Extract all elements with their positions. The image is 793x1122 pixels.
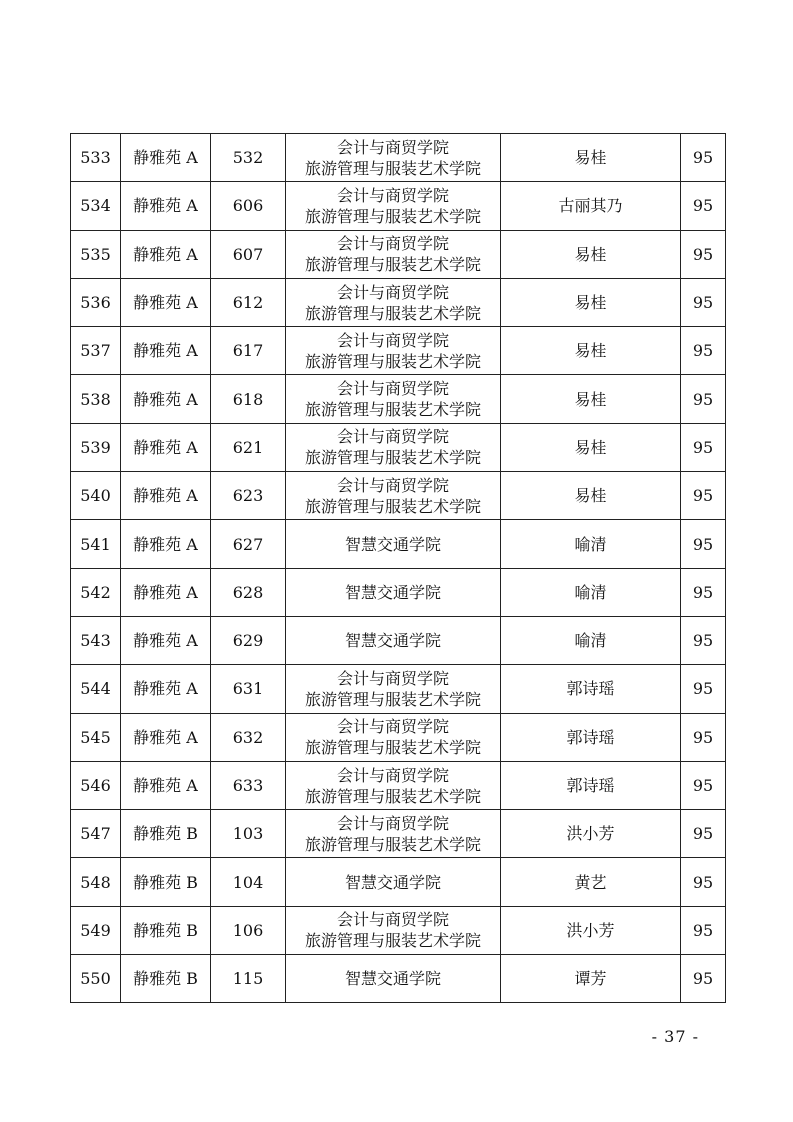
- counselor-name-cell: 洪小芳: [501, 906, 681, 954]
- college-cell: [286, 182, 501, 230]
- counselor-name-cell: 谭芳: [501, 955, 681, 1003]
- college-name: 会计与商贸学院: [336, 137, 449, 157]
- table-row: [71, 761, 726, 809]
- building-cell: 静雅苑 A: [121, 616, 211, 664]
- counselor-name-cell: 喻清: [501, 568, 681, 616]
- table-row: [71, 375, 726, 423]
- score-cell: 95: [681, 520, 726, 568]
- score-cell: 95: [681, 761, 726, 809]
- row-number-cell: 549: [71, 906, 121, 954]
- score-cell: 95: [681, 278, 726, 326]
- row-number-cell: 533: [71, 134, 121, 182]
- college-name: 旅游管理与服装艺术学院: [304, 255, 481, 275]
- table-row: [71, 182, 726, 230]
- college-name: 旅游管理与服装艺术学院: [304, 689, 481, 709]
- room-number-cell: 103: [211, 810, 286, 858]
- counselor-name-cell: 古丽其乃: [501, 182, 681, 230]
- building-cell: 静雅苑 B: [121, 906, 211, 954]
- room-number-cell: 627: [211, 520, 286, 568]
- building-cell: 静雅苑 A: [121, 665, 211, 713]
- college-name: 旅游管理与服装艺术学院: [304, 738, 481, 758]
- room-number-cell: 618: [211, 375, 286, 423]
- building-cell: 静雅苑 A: [121, 230, 211, 278]
- score-cell: 95: [681, 423, 726, 471]
- room-number-cell: 632: [211, 713, 286, 761]
- counselor-name-cell: 黄艺: [501, 858, 681, 906]
- score-cell: 95: [681, 810, 726, 858]
- building-cell: 静雅苑 A: [121, 472, 211, 520]
- college-name: 会计与商贸学院: [336, 234, 449, 254]
- room-number-cell: 106: [211, 906, 286, 954]
- college-name: 旅游管理与服装艺术学院: [304, 931, 481, 951]
- college-cell: [286, 375, 501, 423]
- college-name: 会计与商贸学院: [336, 282, 449, 302]
- college-name: 智慧交通学院: [344, 582, 441, 602]
- building-cell: 静雅苑 A: [121, 761, 211, 809]
- row-number-cell: 539: [71, 423, 121, 471]
- score-cell: 95: [681, 134, 726, 182]
- row-number-cell: 545: [71, 713, 121, 761]
- college-cell: [286, 616, 501, 664]
- room-number-cell: 617: [211, 327, 286, 375]
- college-name: 会计与商贸学院: [336, 813, 449, 833]
- counselor-name-cell: 易桂: [501, 327, 681, 375]
- counselor-name-cell: 洪小芳: [501, 810, 681, 858]
- score-cell: 95: [681, 182, 726, 230]
- building-cell: 静雅苑 A: [121, 278, 211, 326]
- college-cell: [286, 810, 501, 858]
- room-number-cell: 628: [211, 568, 286, 616]
- college-name: 会计与商贸学院: [336, 379, 449, 399]
- page-number: - 37 -: [651, 1027, 699, 1046]
- room-number-cell: 631: [211, 665, 286, 713]
- row-number-cell: 543: [71, 616, 121, 664]
- building-cell: 静雅苑 A: [121, 713, 211, 761]
- room-number-cell: 532: [211, 134, 286, 182]
- score-cell: 95: [681, 955, 726, 1003]
- counselor-name-cell: 易桂: [501, 278, 681, 326]
- score-cell: 95: [681, 230, 726, 278]
- row-number-cell: 536: [71, 278, 121, 326]
- dormitory-score-table: [70, 133, 726, 1003]
- college-name: 会计与商贸学院: [336, 330, 449, 350]
- college-name: 会计与商贸学院: [336, 910, 449, 930]
- building-cell: 静雅苑 B: [121, 810, 211, 858]
- counselor-name-cell: 喻清: [501, 520, 681, 568]
- counselor-name-cell: 易桂: [501, 375, 681, 423]
- college-cell: [286, 713, 501, 761]
- room-number-cell: 621: [211, 423, 286, 471]
- college-name: 旅游管理与服装艺术学院: [304, 400, 481, 420]
- score-cell: 95: [681, 375, 726, 423]
- table-row: [71, 520, 726, 568]
- score-cell: 95: [681, 713, 726, 761]
- college-name: 会计与商贸学院: [336, 717, 449, 737]
- row-number-cell: 540: [71, 472, 121, 520]
- building-cell: 静雅苑 A: [121, 182, 211, 230]
- row-number-cell: 544: [71, 665, 121, 713]
- room-number-cell: 612: [211, 278, 286, 326]
- score-cell: 95: [681, 472, 726, 520]
- college-name: 旅游管理与服装艺术学院: [304, 206, 481, 226]
- college-cell: [286, 665, 501, 713]
- college-cell: [286, 423, 501, 471]
- room-number-cell: 606: [211, 182, 286, 230]
- college-name: 智慧交通学院: [344, 534, 441, 554]
- building-cell: 静雅苑 A: [121, 375, 211, 423]
- counselor-name-cell: 易桂: [501, 230, 681, 278]
- college-cell: [286, 858, 501, 906]
- table-row: [71, 230, 726, 278]
- table-row: [71, 858, 726, 906]
- college-cell: [286, 906, 501, 954]
- college-cell: [286, 278, 501, 326]
- college-name: 会计与商贸学院: [336, 427, 449, 447]
- room-number-cell: 104: [211, 858, 286, 906]
- college-name: 旅游管理与服装艺术学院: [304, 786, 481, 806]
- building-cell: 静雅苑 A: [121, 520, 211, 568]
- college-name: 会计与商贸学院: [336, 185, 449, 205]
- college-name: 旅游管理与服装艺术学院: [304, 303, 481, 323]
- counselor-name-cell: 郭诗瑶: [501, 713, 681, 761]
- college-name: 旅游管理与服装艺术学院: [304, 158, 481, 178]
- college-name: 旅游管理与服装艺术学院: [304, 834, 481, 854]
- college-name: 智慧交通学院: [344, 969, 441, 989]
- row-number-cell: 541: [71, 520, 121, 568]
- table-row: [71, 472, 726, 520]
- row-number-cell: 534: [71, 182, 121, 230]
- college-name: 会计与商贸学院: [336, 668, 449, 688]
- counselor-name-cell: 易桂: [501, 134, 681, 182]
- building-cell: 静雅苑 A: [121, 423, 211, 471]
- college-name: 会计与商贸学院: [336, 475, 449, 495]
- college-cell: [286, 230, 501, 278]
- table-row: [71, 568, 726, 616]
- college-name: 旅游管理与服装艺术学院: [304, 351, 481, 371]
- college-cell: [286, 134, 501, 182]
- college-cell: [286, 472, 501, 520]
- college-name: 会计与商贸学院: [336, 765, 449, 785]
- room-number-cell: 629: [211, 616, 286, 664]
- college-cell: [286, 568, 501, 616]
- score-cell: 95: [681, 327, 726, 375]
- counselor-name-cell: 喻清: [501, 616, 681, 664]
- score-cell: 95: [681, 616, 726, 664]
- table-row: [71, 665, 726, 713]
- room-number-cell: 623: [211, 472, 286, 520]
- table-row: [71, 423, 726, 471]
- college-cell: [286, 955, 501, 1003]
- score-cell: 95: [681, 858, 726, 906]
- building-cell: 静雅苑 A: [121, 327, 211, 375]
- counselor-name-cell: 郭诗瑶: [501, 761, 681, 809]
- college-name: 智慧交通学院: [344, 631, 441, 651]
- row-number-cell: 542: [71, 568, 121, 616]
- counselor-name-cell: 易桂: [501, 472, 681, 520]
- room-number-cell: 115: [211, 955, 286, 1003]
- building-cell: 静雅苑 B: [121, 858, 211, 906]
- row-number-cell: 550: [71, 955, 121, 1003]
- building-cell: 静雅苑 B: [121, 955, 211, 1003]
- college-cell: [286, 761, 501, 809]
- row-number-cell: 538: [71, 375, 121, 423]
- college-cell: [286, 520, 501, 568]
- score-cell: 95: [681, 906, 726, 954]
- counselor-name-cell: 郭诗瑶: [501, 665, 681, 713]
- row-number-cell: 547: [71, 810, 121, 858]
- building-cell: 静雅苑 A: [121, 568, 211, 616]
- college-name: 旅游管理与服装艺术学院: [304, 496, 481, 516]
- college-cell: [286, 327, 501, 375]
- college-name: 旅游管理与服装艺术学院: [304, 448, 481, 468]
- table-row: [71, 278, 726, 326]
- table-row: [71, 906, 726, 954]
- row-number-cell: 546: [71, 761, 121, 809]
- room-number-cell: 633: [211, 761, 286, 809]
- room-number-cell: 607: [211, 230, 286, 278]
- building-cell: 静雅苑 A: [121, 134, 211, 182]
- table-row: [71, 134, 726, 182]
- table-row: [71, 616, 726, 664]
- score-cell: 95: [681, 665, 726, 713]
- table-row: [71, 955, 726, 1003]
- score-cell: 95: [681, 568, 726, 616]
- table-row: [71, 810, 726, 858]
- row-number-cell: 535: [71, 230, 121, 278]
- college-name: 智慧交通学院: [344, 872, 441, 892]
- row-number-cell: 548: [71, 858, 121, 906]
- table-row: [71, 713, 726, 761]
- table-row: [71, 327, 726, 375]
- row-number-cell: 537: [71, 327, 121, 375]
- counselor-name-cell: 易桂: [501, 423, 681, 471]
